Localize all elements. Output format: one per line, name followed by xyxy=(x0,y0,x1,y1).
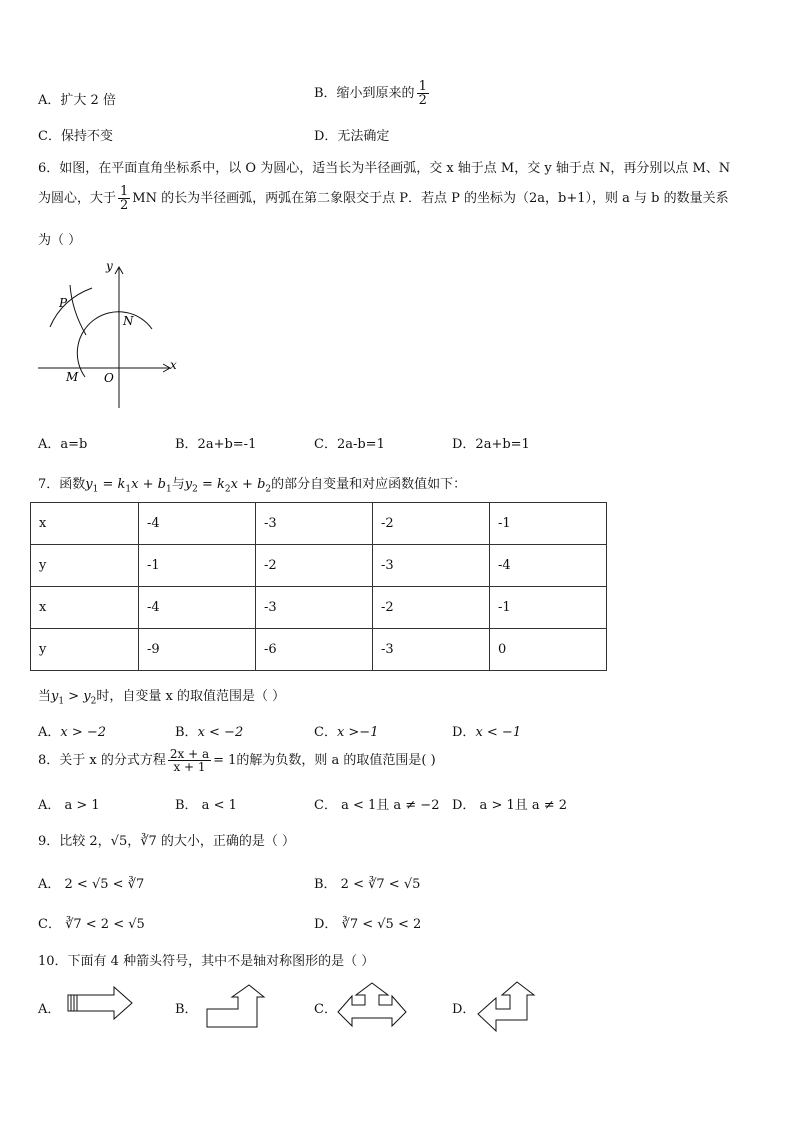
table-cell: -6 xyxy=(256,629,373,671)
q6-option-c: C．2a-b=1 xyxy=(314,437,385,452)
q7-b-math: x < −2 xyxy=(197,725,244,740)
table-row xyxy=(31,545,607,587)
q7-y2: y xyxy=(184,477,193,492)
q7-x1: x + b xyxy=(131,477,166,492)
q7-post: 的部分自变量和对应函数值如下： xyxy=(271,477,467,492)
q7-option-c xyxy=(314,721,378,740)
q7-x2: x + b xyxy=(230,477,266,492)
q10-option-b-label: B． xyxy=(175,1002,198,1017)
q6-line2-post: MN 的长为半径画弧，两弧在第二象限交于点 P．若点 P 的坐标为（2a，b+1），则 a 与 b 的数量关系 xyxy=(132,191,729,206)
q7-d-label: D． xyxy=(452,725,476,740)
q9-stem: 9．比较 2，√5，∛7 的大小，正确的是（ ） xyxy=(38,834,296,849)
q7-b-label: B． xyxy=(175,725,198,740)
q5-option-b xyxy=(314,80,431,107)
q6-frac-num: 1 xyxy=(120,184,129,199)
table-cell: -3 xyxy=(373,629,490,671)
q8-option-d: D． a > 1且 a ≠ 2 xyxy=(452,798,568,813)
table-cell: -4 xyxy=(139,587,256,629)
q5-option-a: A．扩大 2 倍 xyxy=(38,93,116,108)
arc-from-m xyxy=(70,285,86,335)
q7-d-math: x < −1 xyxy=(475,725,522,740)
q8-stem xyxy=(38,748,436,773)
q8-pre: 8．关于 x 的分式方程 xyxy=(38,753,166,768)
q7-y1-sub: 1 xyxy=(92,484,99,495)
table-cell: -1 xyxy=(139,545,256,587)
q5-option-b-text: B．缩小到原来的 xyxy=(314,86,415,101)
q10-arrow-a-icon xyxy=(66,985,136,1021)
q7-k2-sub: 2 xyxy=(224,484,231,495)
q9-option-b: B． 2 < ∛7 < √5 xyxy=(314,877,421,892)
table-cell: -3 xyxy=(256,503,373,545)
q9-option-c: C． ∛7 < 2 < √5 xyxy=(38,917,145,932)
q9-option-d: D． ∛7 < √5 < 2 xyxy=(314,917,422,932)
q10-arrow-d-icon xyxy=(476,980,538,1034)
table-cell: y xyxy=(31,545,139,587)
q5-option-d: D．无法确定 xyxy=(314,129,390,144)
q7-a-label: A． xyxy=(38,725,61,740)
q7-condition xyxy=(38,685,285,707)
fig-label-x: x xyxy=(170,358,177,372)
table-row xyxy=(31,587,607,629)
q7-stem xyxy=(38,473,466,495)
fig-label-p: P xyxy=(59,296,68,310)
fig-label-n: N xyxy=(123,314,134,328)
q10-arrow-b-icon xyxy=(204,983,268,1029)
table-cell: -4 xyxy=(490,545,607,587)
q8-eq: = 1 xyxy=(213,753,237,768)
q10-option-a-label: A． xyxy=(38,1002,61,1017)
fig-label-y: y xyxy=(106,259,113,273)
table-cell: -2 xyxy=(373,587,490,629)
table-cell: -1 xyxy=(490,587,607,629)
q7-cond-pre: 当 xyxy=(38,689,52,704)
table-row xyxy=(31,503,607,545)
q7-mid: 与 xyxy=(171,477,185,492)
q7-cond-y1: y xyxy=(51,689,59,704)
table-cell: -4 xyxy=(139,503,256,545)
table-cell: -9 xyxy=(139,629,256,671)
q7-c-label: C． xyxy=(314,725,337,740)
q8-post: 的解为负数，则 a 的取值范围是( ) xyxy=(236,753,436,768)
q8-frac-num: 2x + a xyxy=(169,747,210,761)
q10-option-c-label: C． xyxy=(314,1002,337,1017)
q10-option-d-label: D． xyxy=(452,1002,476,1017)
q7-b1-sub: 1 xyxy=(165,484,172,495)
fig-label-o: O xyxy=(104,371,114,385)
q5-option-b-fraction xyxy=(417,80,429,107)
q7-a-math: x > −2 xyxy=(60,725,107,740)
q7-cond-y1-sub: 1 xyxy=(58,696,65,707)
q6-fraction xyxy=(118,185,130,212)
q7-y1: y xyxy=(85,477,93,492)
table-cell: y xyxy=(31,629,139,671)
q5-frac-den: 2 xyxy=(418,93,427,108)
q5-frac-num: 1 xyxy=(418,79,427,94)
q7-b2-sub: 2 xyxy=(265,484,272,495)
q7-eq1: = k xyxy=(98,477,126,492)
q6-option-b: B．2a+b=-1 xyxy=(175,437,257,452)
table-cell: x xyxy=(31,587,139,629)
q7-eq2: = k xyxy=(197,477,225,492)
table-cell: -3 xyxy=(373,545,490,587)
q6-stem-line1: 6．如图，在平面直角坐标系中，以 O 为圆心，适当长为半径画弧，交 x 轴于点 M，交 y 轴于点 N，再分别以点 M、N xyxy=(38,161,731,176)
q8-option-c: C． a < 1且 a ≠ −2 xyxy=(314,798,440,813)
q8-option-a: A． a > 1 xyxy=(38,798,100,813)
q8-option-b: B． a < 1 xyxy=(175,798,237,813)
fig-label-m: M xyxy=(66,370,79,384)
q7-value-table xyxy=(30,502,607,671)
q9-option-a: A． 2 < √5 < ∛7 xyxy=(38,877,145,892)
q5-option-c: C．保持不变 xyxy=(38,129,113,144)
q10-arrow-c-icon xyxy=(336,981,408,1029)
q6-frac-den: 2 xyxy=(120,198,129,213)
q7-option-a xyxy=(38,721,106,740)
q6-option-d: D．2a+b=1 xyxy=(452,437,530,452)
q6-coordinate-figure xyxy=(30,255,190,415)
q6-line2-pre: 为圆心，大于 xyxy=(38,191,117,206)
table-row xyxy=(31,629,607,671)
q7-cond-gt: > xyxy=(64,689,84,704)
table-cell: -2 xyxy=(256,545,373,587)
arc-center-o xyxy=(77,312,152,377)
q7-cond-y2: y xyxy=(83,689,91,704)
q7-cond-post: 时，自变量 x 的取值范围是（ ） xyxy=(96,689,286,704)
q7-y2-sub: 2 xyxy=(192,484,198,495)
table-cell: x xyxy=(31,503,139,545)
q6-stem-line2 xyxy=(38,185,729,212)
q7-option-d xyxy=(452,721,521,740)
table-cell: -1 xyxy=(490,503,607,545)
q6-stem-line3: 为（ ） xyxy=(38,233,82,248)
q8-fraction xyxy=(168,748,211,773)
q7-k1-sub: 1 xyxy=(125,484,132,495)
table-cell: -2 xyxy=(373,503,490,545)
table-cell: -3 xyxy=(256,587,373,629)
q10-stem: 10．下面有 4 种箭头符号，其中不是轴对称图形的是（ ） xyxy=(38,954,375,969)
q7-cond-y2-sub: 2 xyxy=(90,696,97,707)
table-cell: 0 xyxy=(490,629,607,671)
q8-frac-den: x + 1 xyxy=(173,760,206,774)
q7-option-b xyxy=(175,721,243,740)
q6-option-a: A．a=b xyxy=(38,437,88,452)
q7-pre: 7．函数 xyxy=(38,477,86,492)
q7-c-math: x >−1 xyxy=(336,725,379,740)
